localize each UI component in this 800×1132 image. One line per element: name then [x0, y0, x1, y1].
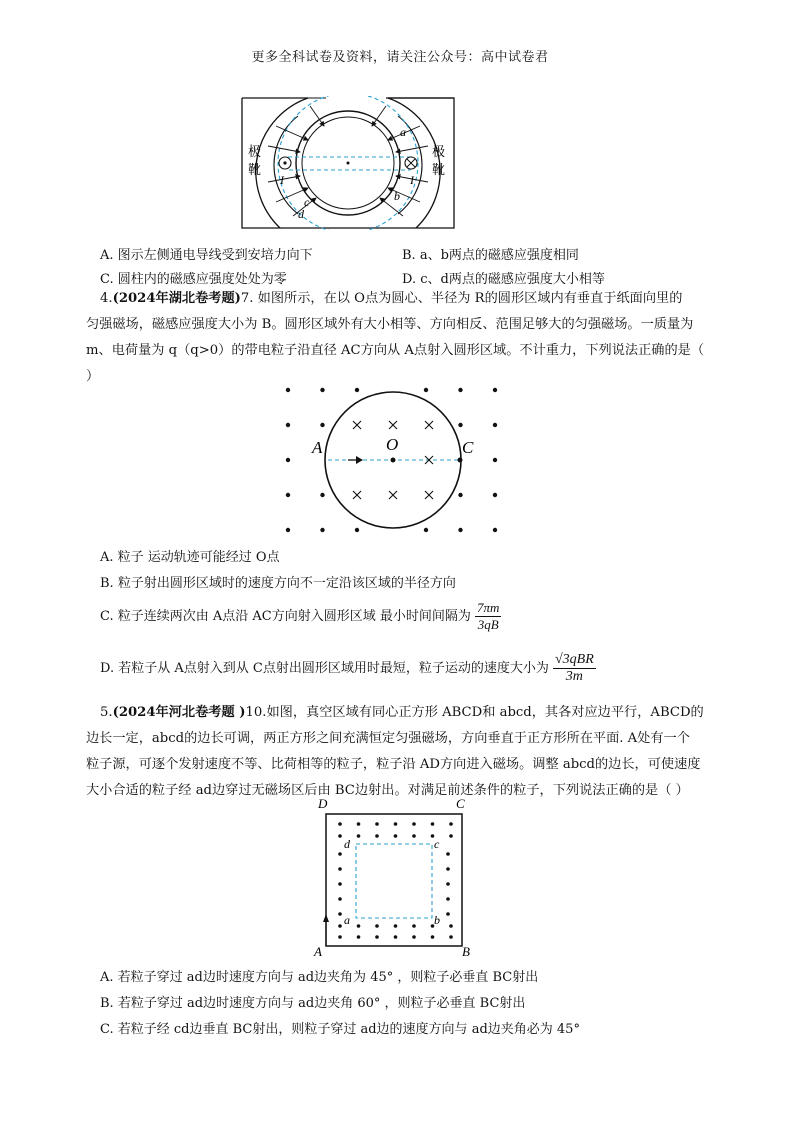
q3-option-a: A. 图示左侧通电导线受到安培力向下 — [100, 248, 313, 263]
q4-option-d: D. 若粒子从 A点射入到从 C点射出圆形区域用时最短，粒子运动的速度大小为 $\frac{\text{√3qBR}}{3m}$ — [100, 652, 594, 684]
field-dot — [355, 388, 359, 392]
field-dot — [286, 423, 290, 427]
field-cross — [353, 491, 361, 499]
field-dot — [320, 388, 324, 392]
field-dot — [412, 834, 416, 838]
field-dot — [320, 493, 324, 497]
field-dot — [493, 493, 497, 497]
label-b: b — [434, 913, 440, 927]
field-dot — [394, 935, 398, 939]
label-C: C — [456, 796, 465, 811]
field-cross — [389, 421, 397, 429]
field-dot — [357, 834, 361, 838]
field-dot — [394, 924, 398, 928]
figure-pole-shoes — [238, 96, 458, 230]
label-A: A — [312, 438, 323, 457]
field-dot — [412, 924, 416, 928]
field-dot — [355, 528, 359, 532]
pole-right-2: 靴 — [432, 162, 446, 177]
q5-option-b: B. 若粒子穿过 ad边时速度方向与 ad边夹角 60° ，则粒子必垂直 BC射出 — [100, 996, 526, 1011]
q4-option-c: C. 粒子连续两次由 A点沿 AC方向射入圆形区域 最小时间间隔为 $\frac{7\pi m}{3qB}$ — [100, 600, 500, 632]
field-dot — [338, 834, 342, 838]
field-dot — [458, 493, 462, 497]
field-dot — [412, 822, 416, 826]
label-C: C — [462, 438, 474, 457]
label-c: c — [304, 195, 310, 209]
field-dot — [338, 912, 342, 916]
field-dot — [375, 935, 379, 939]
field-dot — [375, 834, 379, 838]
field-dot — [458, 388, 462, 392]
field-dot — [446, 852, 450, 856]
field-dot — [286, 458, 290, 462]
field-dot — [338, 935, 342, 939]
field-cross — [389, 491, 397, 499]
field-cross — [353, 421, 361, 429]
label-I-right: I — [410, 173, 414, 187]
pole-left-1: 极 — [248, 144, 262, 159]
field-dot — [375, 924, 379, 928]
page-header: 更多全科试卷及资料，请关注公众号：高中试卷君 — [251, 50, 549, 65]
label-d: d — [344, 837, 350, 851]
label-O: O — [386, 435, 399, 454]
field-dot — [286, 493, 290, 497]
figure-circular-field — [280, 380, 502, 540]
field-dot — [449, 935, 453, 939]
q4-option-a: A. 粒子 运动轨迹可能经过 O点 — [100, 550, 280, 565]
label-a: a — [344, 913, 350, 927]
q5-option-c: C. 若粒子经 cd边垂直 BC射出，则粒子穿过 ad边的速度方向与 ad边夹角必为 45° — [100, 1022, 580, 1037]
field-dot — [375, 822, 379, 826]
field-dot — [449, 822, 453, 826]
field-dot — [357, 935, 361, 939]
label-b: b — [394, 189, 400, 203]
field-dot — [394, 834, 398, 838]
field-dot — [431, 822, 435, 826]
field-dot — [357, 924, 361, 928]
field-dot — [338, 822, 342, 826]
field-dot — [286, 388, 290, 392]
label-I-left: I — [280, 173, 284, 187]
field-dot — [493, 528, 497, 532]
field-dot — [449, 834, 453, 838]
q4-optc-fraction: $\frac{7\pi m}{3qB}$ — [477, 600, 500, 632]
q4-stem: 4.(2024年湖北卷考题)7. 如图所示，在以 O点为圆心、半径为 R的圆形区域内有垂直于纸面向里的 匀强磁场，磁感应强度大小为 B。圆形区域外有大小相等、方向相反、范围足够大的匀强磁场。一质量为 m、电荷量为 q（q>0）的带电粒子沿直径 AC方向从 A点射入圆形区域。不计重力，下列说法正确的是（ ） — [86, 291, 705, 384]
figure-concentric-squares — [312, 796, 482, 960]
field-dot — [446, 897, 450, 901]
field-dot — [458, 528, 462, 532]
field-dot — [338, 852, 342, 856]
pole-right-1: 极 — [432, 144, 446, 159]
label-A: A — [314, 944, 322, 959]
field-dot — [458, 423, 462, 427]
field-dot — [446, 912, 450, 916]
field-dot — [424, 388, 428, 392]
q5-option-a: A. 若粒子穿过 ad边时速度方向与 ad边夹角为 45° ，则粒子必垂直 BC射出 — [100, 970, 539, 985]
field-cross — [425, 491, 433, 499]
label-D: D — [318, 796, 328, 811]
q3-option-d: D. c、d两点的磁感应强度大小相等 — [402, 272, 605, 287]
label-a: a — [400, 125, 406, 139]
q4-option-b: B. 粒子射出圆形区域时的速度方向不一定沿该区域的半径方向 — [100, 576, 456, 591]
q4-optd-fraction: $\frac{\text{√3qBR}}{3m}$ — [554, 652, 594, 684]
field-dot — [338, 897, 342, 901]
field-dot — [446, 882, 450, 886]
label-d: d — [298, 207, 304, 221]
field-dot — [338, 882, 342, 886]
field-cross — [425, 421, 433, 429]
field-dot — [412, 935, 416, 939]
field-dot — [338, 924, 342, 928]
field-dot — [493, 388, 497, 392]
field-dot — [357, 822, 361, 826]
field-dot — [449, 924, 453, 928]
q5-stem: 5.(2024年河北卷考题 )10.如图，真空区域有同心正方形 ABCD和 abcd，其各对应边平行，ABCD的 边长一定，abcd的边长可调，两正方形之间充满恒定匀强磁场，方向垂直于正方形所在平面. A处有一个 粒子源，可逐个发射速度不等、比荷相等的粒子，粒子沿 AD方向进入磁场。调整 abcd的边长，可使速度 大小合适的粒子经 ad边穿过无磁场区后由 BC边射出。对满足前述条件的粒子，下列说法正确的是（ ） — [86, 705, 704, 798]
field-dot — [286, 528, 290, 532]
field-dot — [338, 867, 342, 871]
field-dot — [424, 528, 428, 532]
label-B: B — [462, 944, 470, 959]
pole-left-2: 靴 — [248, 162, 262, 177]
field-dot — [394, 822, 398, 826]
q3-option-c: C. 圆柱内的磁感应强度处处为零 — [100, 272, 287, 287]
field-dot — [320, 528, 324, 532]
label-c: c — [434, 837, 440, 851]
field-dot — [493, 423, 497, 427]
field-dot — [446, 867, 450, 871]
field-dot — [493, 458, 497, 462]
field-dot — [320, 423, 324, 427]
field-dot — [431, 935, 435, 939]
q3-option-b: B. a、b两点的磁感应强度相同 — [402, 248, 579, 263]
